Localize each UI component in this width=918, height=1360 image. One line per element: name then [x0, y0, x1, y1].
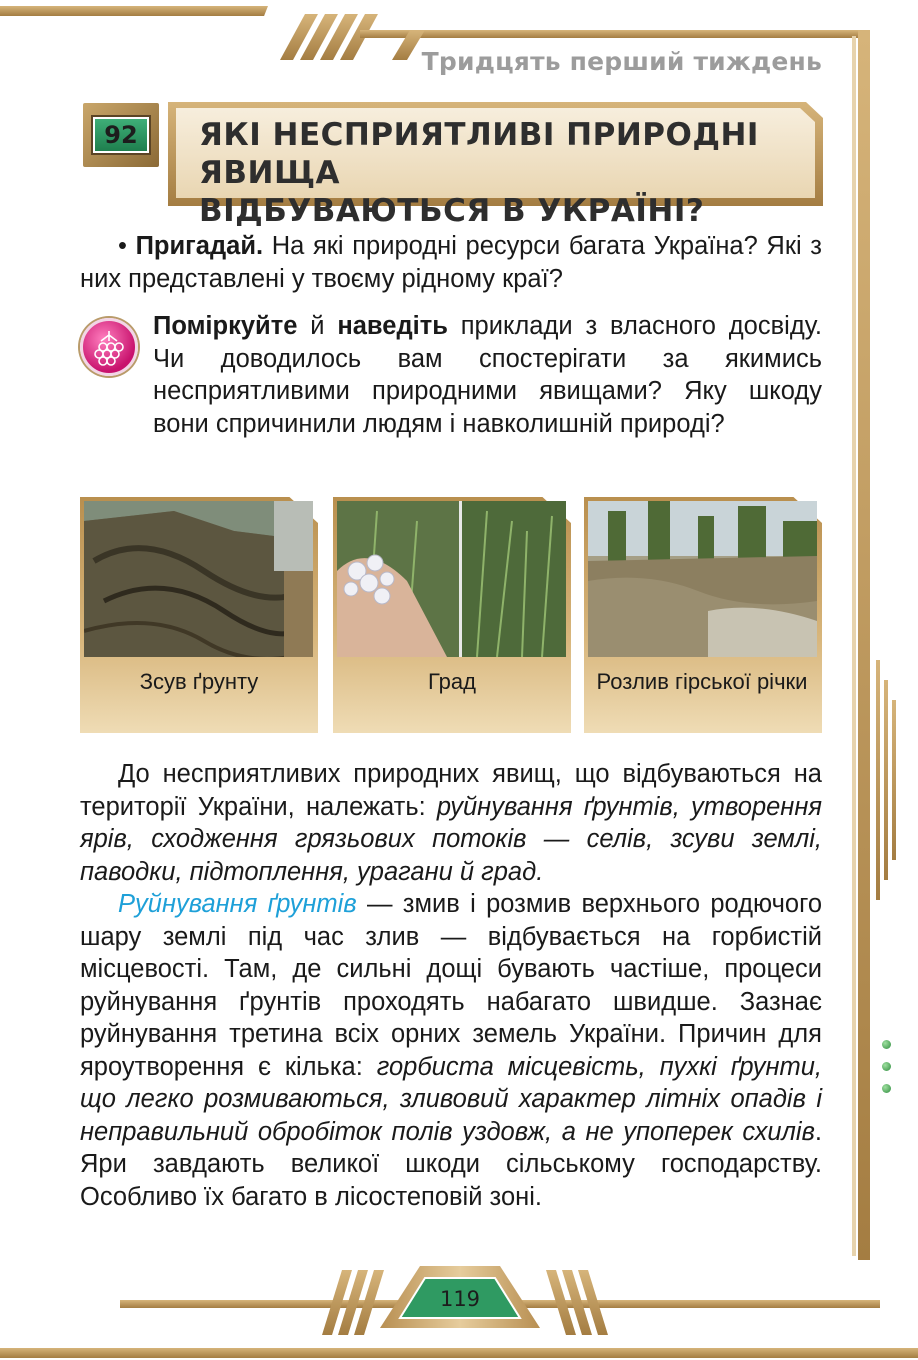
- think-paragraph: [153, 310, 822, 440]
- recall-label: Пригадай.: [135, 232, 264, 260]
- hail-photo: [337, 501, 566, 657]
- recall-paragraph: [80, 230, 822, 295]
- paragraph-2-text-end: . Яри завдають великої шкоди сільському господарству. Особливо їх багато в лісостеповій зоні.: [80, 1117, 822, 1211]
- paragraph-1-text: До несприятливих природних явищ, що відбуваються на території України, належать:: [80, 760, 822, 821]
- paragraph-2: [80, 888, 822, 1213]
- lesson-title: [199, 116, 799, 230]
- lesson-number-badge: [83, 103, 159, 167]
- think-word-1: Поміркуйте: [153, 312, 298, 340]
- page-number: 119: [439, 1287, 481, 1311]
- photo-card-hail: [333, 497, 571, 733]
- lesson-title-line-1: ЯКІ НЕСПРИЯТЛИВІ ПРИРОДНІ ЯВИЩА: [199, 117, 759, 191]
- photo-caption-hail: Град: [428, 669, 476, 694]
- photo-caption-flood: Розлив гірської річки: [596, 669, 808, 694]
- recall-text: На які природні ресурси багата Україна? Які з них представлені у твоєму рідному краї?: [80, 232, 822, 293]
- recall-bullet: •: [118, 232, 127, 260]
- lesson-number: 92: [93, 117, 149, 153]
- paragraph-1-italic: руйнування ґрунтів, утворення ярів, сходження грязьових потоків — селів, зсуви землі, паводки, підтоплення, урагани й град.: [80, 792, 822, 886]
- running-head: Тридцять перший тиждень: [421, 47, 822, 76]
- think-word-2: наведіть: [337, 312, 448, 340]
- term-soil-erosion: Руйнування ґрунтів: [118, 890, 357, 918]
- rowan-berries-icon: [80, 318, 138, 376]
- think-text: приклади з власного досвіду. Чи доводилось вам спостерігати за якимись несприятливими природними явищами? Яку шкоду вони спричинили людям і навколишній природі?: [153, 312, 822, 438]
- lesson-title-line-2: ВІДБУВАЮТЬСЯ В УКРАЇНІ?: [199, 193, 705, 229]
- paragraph-2-italic: горбиста місцевість, пухкі ґрунти, що легко розмиваються, зливовий характер літніх опадів і неправильний обробіток полів уздовж, а не упоперек схилів: [80, 1052, 822, 1146]
- side-dots-decoration: [882, 1040, 894, 1106]
- paragraph-2-text: — змив і розмив верхнього родючого шару землі під час злив — відбувається на горбистій місцевості. Там, де сильні дощі бувають частіше, процеси руйнування ґрунтів проходять набагато швидше. Зазнає руйнування третина всіх орних земель України. Причин для яроутворення є кілька:: [80, 890, 822, 1081]
- paragraph-1: [80, 758, 822, 888]
- photo-card-landslide: [80, 497, 318, 733]
- think-between: й: [297, 312, 338, 340]
- river-flood-photo: [588, 501, 817, 657]
- photo-caption-landslide: Зсув ґрунту: [139, 669, 259, 694]
- landslide-photo: [84, 501, 313, 657]
- photo-card-flood: [584, 497, 822, 733]
